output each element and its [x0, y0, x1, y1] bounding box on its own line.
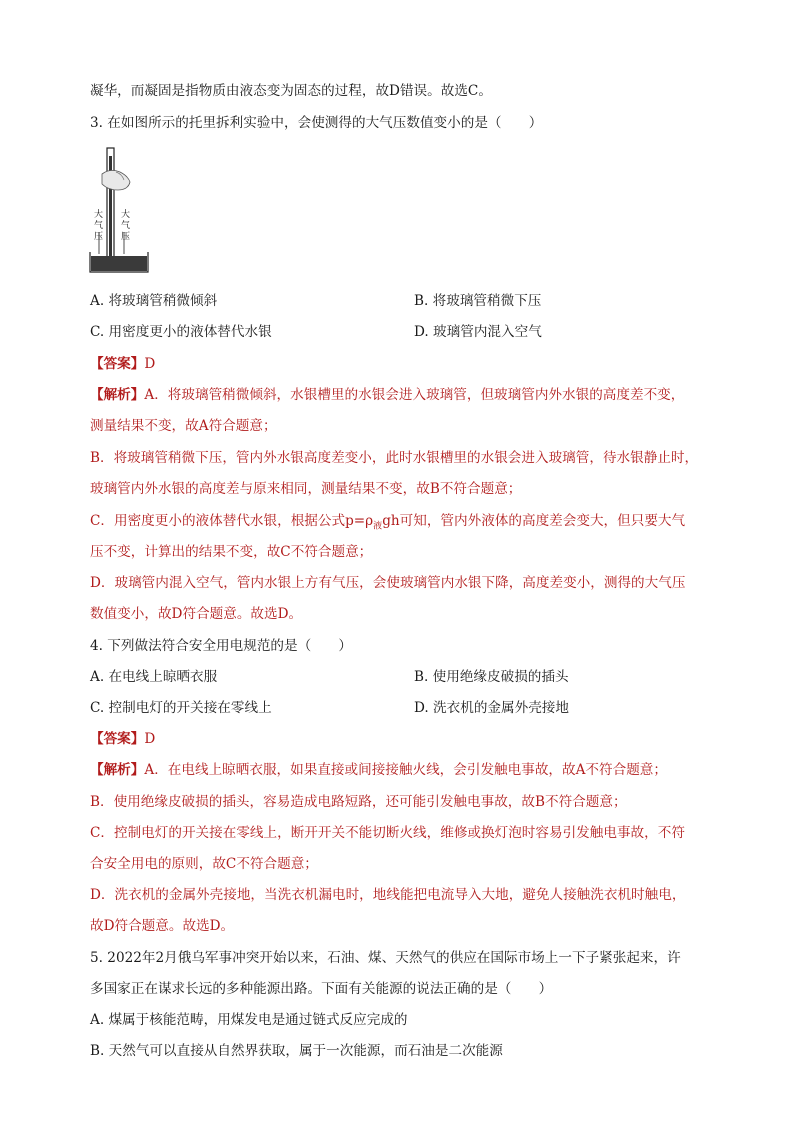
mercury-basin — [91, 256, 147, 271]
answer-value: D — [144, 356, 156, 372]
q4-option-d: D. 洗衣机的金属外壳接地 — [414, 700, 569, 716]
q3-analysis-c-2: 压不变，计算出的结果不变，故C不符合题意； — [90, 544, 373, 560]
q3-option-d: D. 玻璃管内混入空气 — [414, 324, 542, 340]
q3-option-c: C. 用密度更小的液体替代水银 — [90, 324, 272, 340]
subscript-liquid: 液 — [373, 521, 383, 532]
answer-tag: 【答案】 — [90, 356, 145, 372]
q3-answer — [90, 355, 155, 373]
q4-analysis-c-1: C．控制电灯的开关接在零线上，断开开关不能切断火线，维修或换灯泡时容易引发触电事故，不符 — [90, 825, 685, 841]
text-line: 凝华，而凝固是指物质由液态变为固态的过程，故D错误。故选C。 — [90, 83, 492, 99]
q3-analysis-b-2: 玻璃管内外水银的高度差与原来相同，测量结果不变，故B不符合题意； — [90, 481, 522, 497]
q3-analysis-d-2: 数值变小，故D符合题意。故选D。 — [90, 606, 303, 622]
label-right-3: 压 — [121, 232, 131, 242]
analysis-text: gh可知，管内外液体的高度差会变大，但只要大气 — [382, 513, 686, 529]
q4-analysis-d-2: 故D符合题意。故选D。 — [90, 918, 235, 934]
q3-analysis-a-1 — [90, 386, 684, 404]
q4-option-b: B. 使用绝缘皮破损的插头 — [414, 669, 569, 685]
label-left-1: 大 — [94, 210, 104, 220]
q3-analysis-d-1: D．玻璃管内混入空气，管内水银上方有气压，会使玻璃管内水银下降，高度差变小，测得的大气压 — [90, 575, 686, 591]
q4-analysis-c-2: 合安全用电的原则，故C不符合题意； — [90, 856, 318, 872]
q3-analysis-b-1: B．将玻璃管稍微下压，管内外水银高度差变小，此时水银槽里的水银会进入玻璃管，待水银静止时， — [90, 450, 699, 466]
answer-tag: 【答案】 — [90, 731, 145, 747]
torricelli-figure — [86, 144, 156, 276]
analysis-text: C．用密度更小的液体替代水银，根据公式p=ρ — [90, 513, 374, 529]
label-right-2: 气 — [121, 221, 131, 231]
hand-shape — [102, 170, 130, 190]
q5-option-a: A. 煤属于核能范畴，用煤发电是通过链式反应完成的 — [90, 1012, 408, 1028]
torricelli-diagram — [86, 144, 156, 276]
q4-answer — [90, 730, 155, 748]
q3-analysis-a-2: 测量结果不变，故A符合题意； — [90, 418, 277, 434]
q4-option-a: A. 在电线上晾晒衣服 — [90, 669, 218, 685]
question-5-stem-2: 多国家正在谋求长远的多种能源出路。下面有关能源的说法正确的是（ ） — [90, 981, 553, 997]
analysis-tag: 【解析】 — [90, 387, 145, 403]
q3-analysis-c-1 — [90, 512, 685, 536]
q4-analysis-a-1 — [90, 761, 667, 779]
q4-analysis-b-1: B．使用绝缘皮破损的插头，容易造成电路短路，还可能引发触电事故，故B不符合题意； — [90, 794, 627, 810]
analysis-text: A．将玻璃管稍微倾斜，水银槽里的水银会进入玻璃管，但玻璃管内外水银的高度差不变， — [144, 387, 685, 403]
q5-option-b: B. 天然气可以直接从自然界获取，属于一次能源，而石油是二次能源 — [90, 1043, 503, 1059]
q4-analysis-d-1: D．洗衣机的金属外壳接地，当洗衣机漏电时，地线能把电流导入大地，避免人接触洗衣机时触电， — [90, 887, 686, 903]
label-right-1: 大 — [121, 210, 131, 220]
q3-option-a: A. 将玻璃管稍微倾斜 — [90, 293, 218, 309]
analysis-tag: 【解析】 — [90, 762, 145, 778]
analysis-text: A．在电线上晾晒衣服，如果直接或间接接触火线，会引发触电事故，故A不符合题意； — [144, 762, 667, 778]
question-3-stem: 3. 在如图所示的托里拆利实验中，会使测得的大气压数值变小的是（ ） — [90, 115, 543, 131]
answer-value: D — [144, 731, 156, 747]
q4-option-c: C. 控制电灯的开关接在零线上 — [90, 700, 272, 716]
label-left-2: 气 — [94, 221, 104, 231]
question-4-stem: 4. 下列做法符合安全用电规范的是（ ） — [90, 638, 352, 654]
question-5-stem-1: 5. 2022年2月俄乌军事冲突开始以来，石油、煤、天然气的供应在国际市场上一下子紧张起来，许 — [90, 950, 681, 966]
q3-option-b: B. 将玻璃管稍微下压 — [414, 293, 542, 309]
label-left-3: 压 — [94, 232, 104, 242]
